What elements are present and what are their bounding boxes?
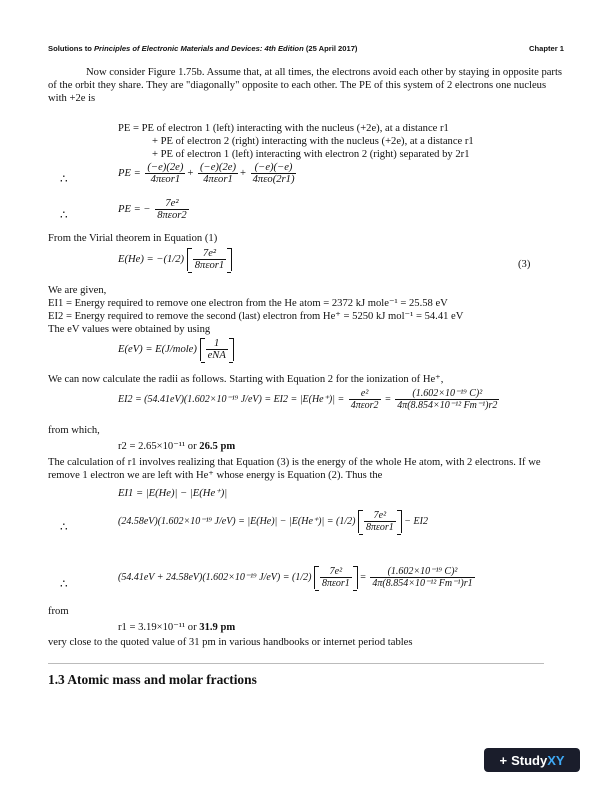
logo-text: StudyXY [511, 752, 565, 768]
pe-line-2: + PE of electron 2 (right) interacting with the nucleus (+2e), at a distance r1 [152, 136, 474, 147]
equation-ei1: EI1 = |E(He)| − |E(He⁺)| [118, 488, 228, 499]
given-text: We are given, [48, 285, 107, 296]
equation-ev: E(eV) = E(J/mole) $\frac{1}{\text{eNA}}$ [118, 338, 234, 361]
r2-result: r2 = 2.65×10⁻¹¹ or 26.5 pm [118, 441, 236, 452]
page-header [48, 44, 564, 53]
section-divider [48, 663, 544, 664]
closing-text: very close to the quoted value of 31 pm in various handbooks or internet period tables [48, 637, 413, 648]
r1-result: r1 = 3.19×10⁻¹¹ or 31.9 pm [118, 622, 236, 633]
from-which-text: from which, [48, 425, 100, 436]
calc-paragraph: The calculation of r1 involves realizing that Equation (3) is the energy of the whole He atom, with 2 electrons. If we remove 1 electron we are left with He⁺ whose energy is Equation (2). Thus the [48, 457, 541, 481]
therefore-symbol: ∴ [60, 577, 68, 591]
studyxy-logo[interactable] [484, 748, 580, 772]
given-ei2: EI2 = Energy required to remove the second (last) electron from He⁺ = 5250 kJ mol⁻¹ = 54.41 eV [48, 311, 464, 322]
equation-long-1: (24.58eV)(1.602×10⁻¹⁹ J/eV) = |E(He)| − |E(He⁺)| = (1/2) $\frac{\text{7e²}}{\text{8πεor1}}$ − EI2 [118, 510, 428, 533]
equation-virial: E(He) = −(1/2) $\frac{\text{7e²}}{\text{8πεor1}}$ [118, 248, 232, 271]
equation-long-2: (54.41eV + 24.58eV)(1.602×10⁻¹⁹ J/eV) = (1/2) $\frac{\text{7e²}}{\text{8πεor1}}$ = $\frac{\text{(1.602×10⁻¹⁹ C)²}}{\text{4π(8.854×10⁻¹² Fm⁻¹)r1}}$ [118, 566, 473, 589]
equation-pe-final: PE = − $\frac{\text{7e²}}{\text{8πεor2}}$ [118, 198, 187, 221]
section-title: 1.3 Atomic mass and molar fractions [48, 672, 257, 687]
virial-text: From the Virial theorem in Equation (1) [48, 233, 218, 244]
therefore-symbol: ∴ [60, 172, 68, 186]
radii-text: We can now calculate the radii as follows. Starting with Equation 2 for the ionization of He⁺, [48, 374, 444, 385]
therefore-symbol: ∴ [60, 520, 68, 534]
header-chapter: Chapter 1 [528, 44, 564, 53]
therefore-symbol: ∴ [60, 208, 68, 222]
plus-icon: + [499, 752, 508, 768]
equation-ei2: EI2 = (54.41eV)(1.602×10⁻¹⁹ J/eV) = EI2 = |E(He⁺)| = $\frac{\text{e²}}{\text{4πεor2}}$ = $\frac{\text{(1.602×10⁻¹⁹ C)²}}{\text{4π(8.854×10⁻¹² Fm⁻¹)r2}}$ [118, 388, 498, 411]
given-ei1: EI1 = Energy required to remove one electron from the He atom = 2372 kJ mole⁻¹ = 25.58 eV [48, 298, 448, 309]
header-title: Solutions to Principles of Electronic Materials and Devices: 4th Edition (25 April 2017) [48, 44, 358, 53]
intro-paragraph: Now consider Figure 1.75b. Assume that, at all times, the electrons avoid each other by staying in opposite parts of the orbit they share. They are "diagonally" opposite to each other. The PE of this system of 2 electrons one nucleus with +2e is [48, 67, 563, 104]
ev-text: The eV values were obtained by using [48, 324, 211, 335]
equation-pe-sum: PE = $\frac{(-e)(2e)}{\text{4πεor1}}$ + $\frac{(-e)(2e)}{\text{4πεor1}}$ + $\frac{(-e)(-e)}{\text{4πεo(2r1)}}$ [118, 162, 295, 185]
equation-number: (3) [518, 259, 531, 270]
pe-line-1: PE = PE of electron 1 (left) interacting with the nucleus (+2e), at a distance r1 [118, 123, 449, 134]
from-text: from [48, 606, 69, 617]
pe-line-3: + PE of electron 1 (left) interacting with electron 2 (right) separated by 2r1 [152, 149, 470, 160]
